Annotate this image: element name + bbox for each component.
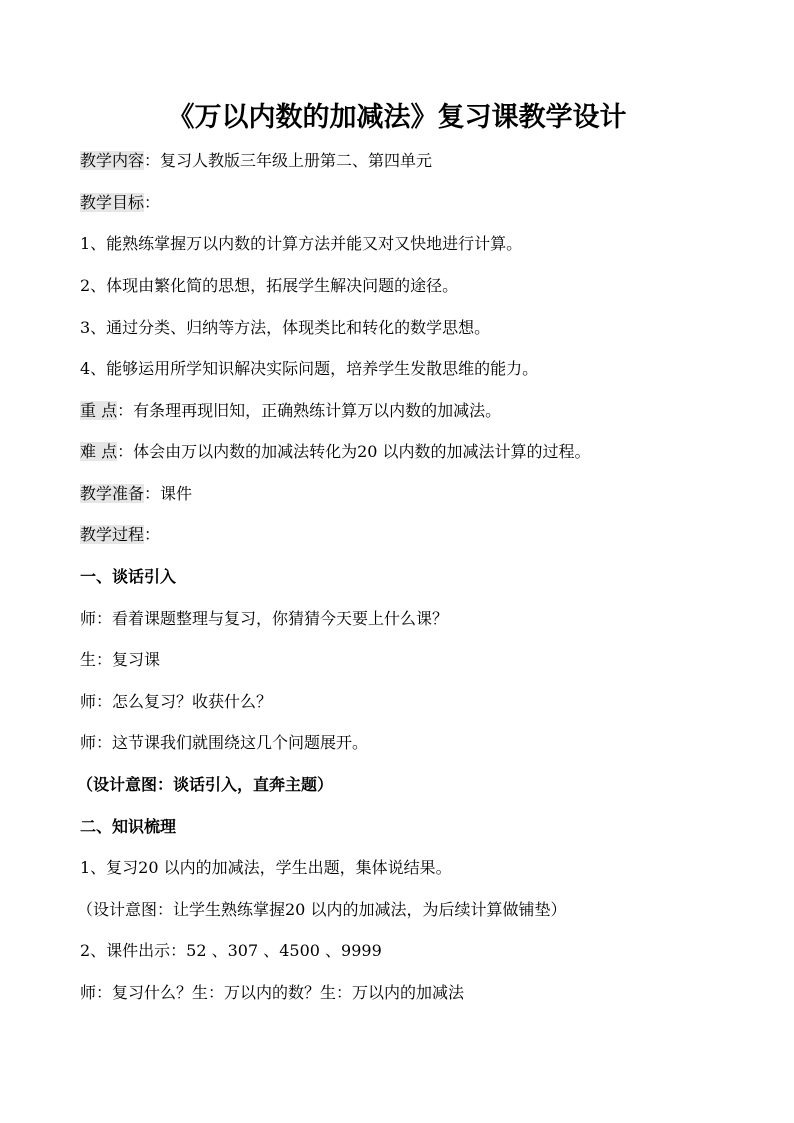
teaching-prep-sep: ： — [144, 484, 161, 503]
key-point-line — [80, 400, 501, 422]
document-title: 《万以内数的加减法》复习课教学设计 — [167, 102, 627, 133]
difficulty-label: 难 点 — [80, 442, 118, 461]
teaching-content-line — [80, 150, 432, 172]
content-line: 师：复习什么？生：万以内的数？生：万以内的加减法 — [80, 983, 465, 1002]
teaching-process-sep: ： — [144, 525, 161, 544]
design-intent-note: （设计意图：让学生熟练掌握20 以内的加减法，为后续计算做铺垫） — [77, 900, 567, 919]
teaching-goals-label: 教学目标 — [80, 193, 145, 212]
design-intent-note: （设计意图：谈话引入，直奔主题） — [77, 775, 334, 794]
content-line: 2、课件出示：52 、307 、4500 、9999 — [80, 941, 382, 960]
teaching-goals-line — [80, 192, 160, 214]
teaching-content-text: 复习人教版三年级上册第二、第四单元 — [160, 151, 433, 170]
goal-item: 1、能熟练掌握万以内数的计算方法并能又对又快地进行计算。 — [80, 234, 523, 253]
goal-item: 4、能够运用所学知识解决实际问题，培养学生发散思维的能力。 — [80, 359, 539, 378]
teaching-prep-line — [80, 483, 192, 505]
section-heading: 一、谈话引入 — [80, 567, 177, 586]
teaching-content-label: 教学内容 — [80, 151, 145, 170]
key-point-text: 有条理再现旧知，正确熟练计算万以内数的加减法。 — [133, 401, 502, 420]
key-point-sep: ： — [117, 401, 134, 420]
teaching-goals-sep: ： — [144, 193, 161, 212]
dialogue-line: 师：看着课题整理与复习，你猜猜今天要上什么课？ — [80, 609, 449, 628]
difficulty-text: 体会由万以内数的加减法转化为20 以内数的加减法计算的过程。 — [133, 442, 591, 461]
dialogue-line: 师：怎么复习？收获什么？ — [80, 692, 273, 711]
goal-item: 3、通过分类、归纳等方法，体现类比和转化的数学思想。 — [80, 318, 491, 337]
goal-item: 2、体现由繁化简的思想，拓展学生解决问题的途径。 — [80, 276, 459, 295]
dialogue-line: 生：复习课 — [80, 650, 161, 669]
teaching-prep-label: 教学准备 — [80, 484, 145, 503]
difficulty-line — [80, 441, 591, 463]
dialogue-line: 师：这节课我们就围绕这几个问题展开。 — [80, 733, 369, 752]
teaching-prep-text: 课件 — [160, 484, 193, 503]
teaching-content-sep: ： — [144, 151, 161, 170]
key-point-label: 重 点 — [80, 401, 118, 420]
section-heading: 二、知识梳理 — [80, 817, 177, 836]
content-line: 1、复习20 以内的加减法，学生出题，集体说结果。 — [80, 858, 452, 877]
teaching-process-label: 教学过程 — [80, 525, 145, 544]
teaching-process-line — [80, 524, 160, 546]
difficulty-sep: ： — [117, 442, 134, 461]
